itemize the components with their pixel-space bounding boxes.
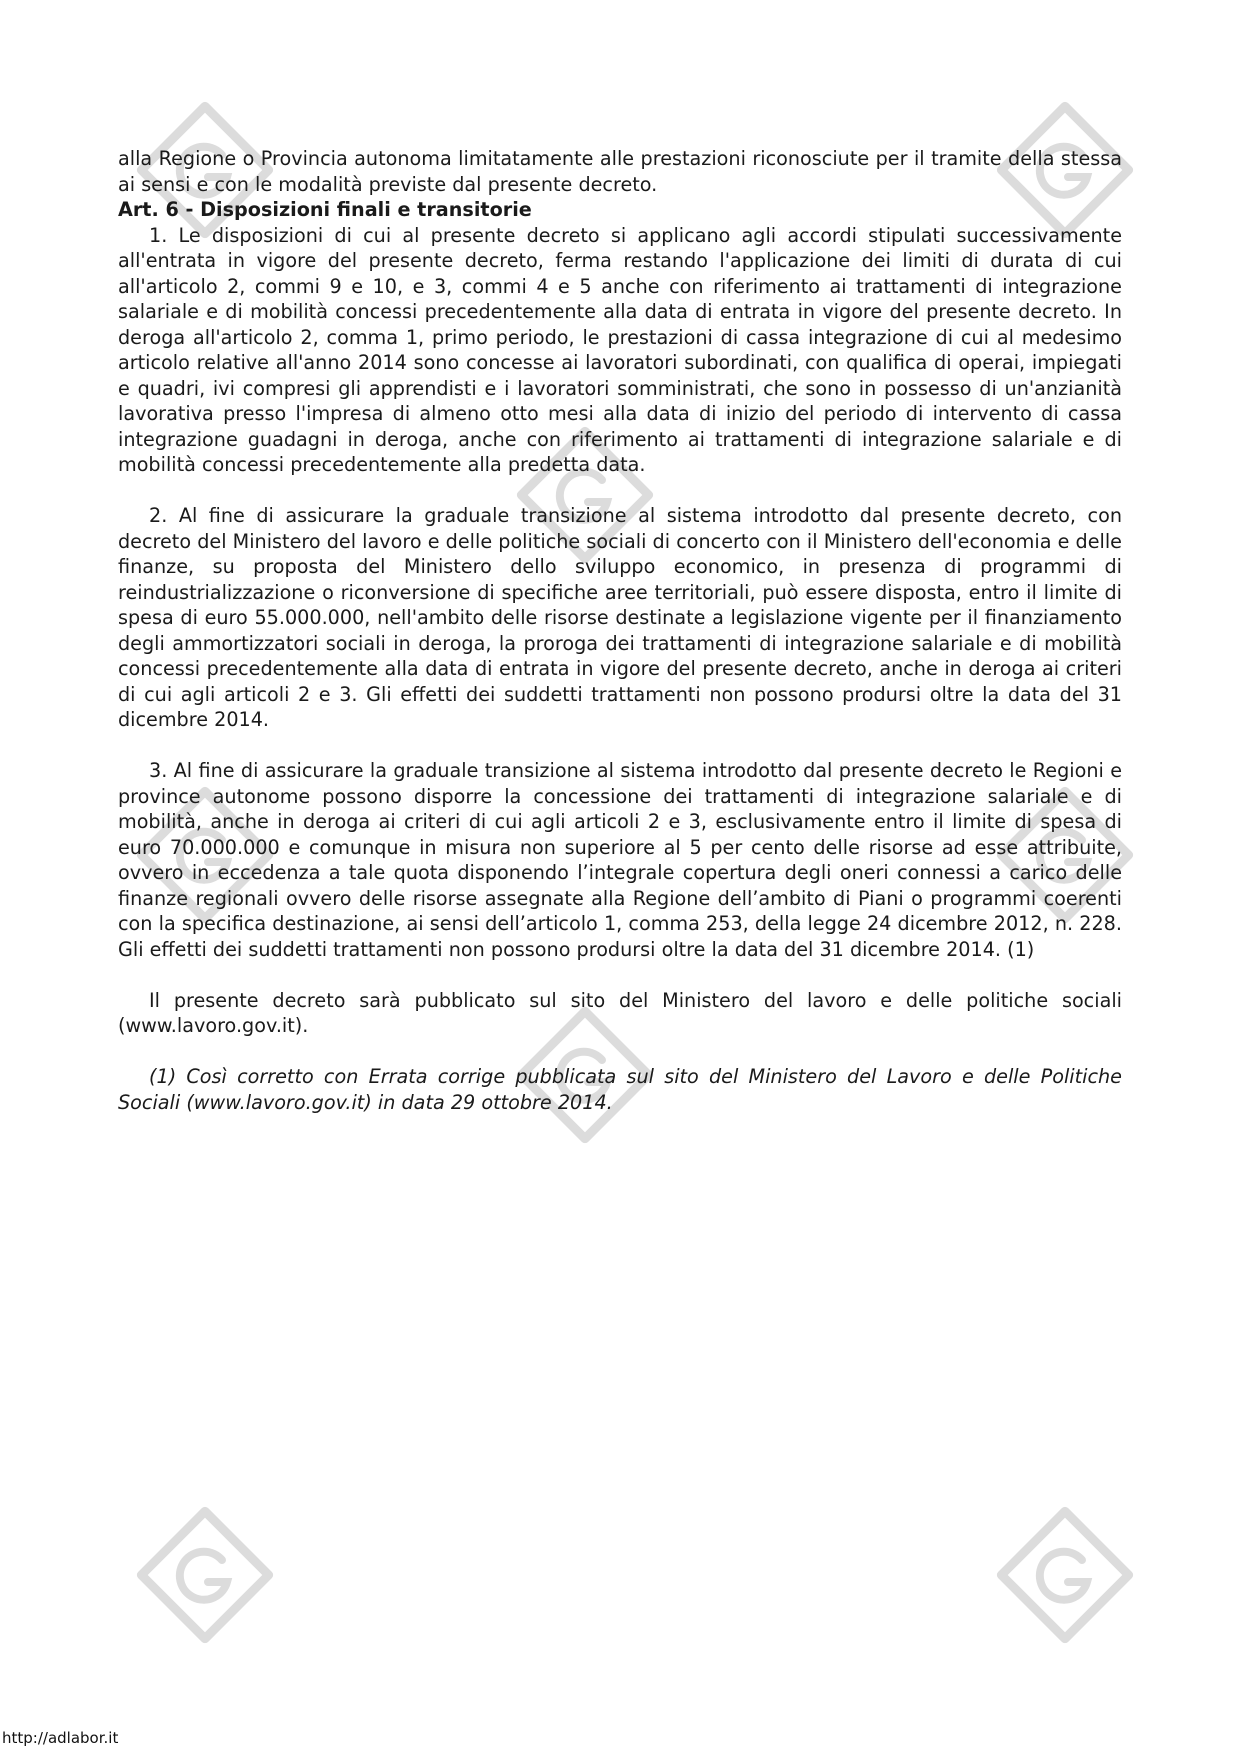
publication-note: Il presente decreto sarà pubblicato sul sito del Ministero del lavoro e delle politiche sociali (www.lavoro.gov.it).: [118, 988, 1122, 1037]
article-heading: Art. 6 - Disposizioni finali e transitorie: [118, 198, 532, 221]
errata-note: (1) Così corretto con Errata corrige pubblicata sul sito del Ministero del Lavoro e delle Politiche Sociali (www.lavoro.gov.it) in data 29 ottobre 2014.: [118, 1065, 1122, 1114]
paragraph-2: 2. Al fine di assicurare la graduale transizione al sistema introdotto dal presente decreto, con decreto del Ministero del lavoro e delle politiche sociali di concerto con il Ministero dell'economia e delle finanze, su proposta del Ministero dello sviluppo economico, in presenza di programmi di reindustrializzazione o riconversione di specifiche aree territoriali, può essere disposta, entro il limite di spesa di euro 55.000.000, nell'ambito delle risorse destinate a legislazione vigente per il finanziamento degli ammortizzatori sociali in deroga, la proroga dei trattamenti di integrazione salariale e di mobilità concessi precedentemente alla data di entrata in vigore del presente decreto, anche in deroga ai criteri di cui agli articoli 2 e 3. Gli effetti dei suddetti trattamenti non possono prodursi oltre la data del 31 dicembre 2014.: [118, 504, 1122, 731]
logo-watermark-icon: [130, 1500, 280, 1650]
paragraph-3: 3. Al fine di assicurare la graduale transizione al sistema introdotto dal presente decreto le Regioni e province autonome possono disporre la concessione dei trattamenti di integrazione salariale e di mobilità, anche in deroga ai criteri di cui agli articoli 2 e 3, esclusivamente entro il limite di spesa di euro 70.000.000 e comunque in misura non superiore al 5 per cento delle risorse ad esse attribuite, ovvero in eccedenza a tale quota disponendo l’integrale copertura degli oneri connessi a carico delle finanze regionali ovvero delle risorse assegnate alla Regione dell’ambito di Piani o programmi coerenti con la specifica destinazione, ai sensi dell’articolo 1, comma 253, della legge 24 dicembre 2012, n. 228. Gli effetti dei suddetti trattamenti non possono prodursi oltre la data del 31 dicembre 2014. (1): [118, 759, 1122, 961]
document-body: [118, 146, 1122, 1115]
paragraph-1: 1. Le disposizioni di cui al presente decreto si applicano agli accordi stipulati successivamente all'entrata in vigore del presente decreto, ferma restando l'applicazione dei limiti di durata di cui all'articolo 2, commi 9 e 10, e 3, commi 4 e 5 anche con riferimento ai trattamenti di integrazione salariale e di mobilità concessi precedentemente alla data di entrata in vigore del presente decreto. In deroga all'articolo 2, comma 1, primo periodo, le prestazioni di cassa integrazione di cui al medesimo articolo relative all'anno 2014 sono concesse ai lavoratori subordinati, con qualifica di operai, impiegati e quadri, ivi compresi gli apprendisti e i lavoratori somministrati, che sono in possesso di un'anzianità lavorativa presso l'impresa di almeno otto mesi alla data di inizio del periodo di intervento di cassa integrazione guadagni in deroga, anche con riferimento ai trattamenti di integrazione salariale e di mobilità concessi precedentemente alla predetta data.: [118, 223, 1122, 476]
footer-url[interactable]: http://adlabor.it: [2, 1729, 119, 1747]
intro-fragment: alla Regione o Provincia autonoma limitatamente alle prestazioni riconosciute per il tramite della stessa ai sensi e con le modalità previste dal presente decreto.: [118, 147, 1122, 196]
logo-watermark-icon: [990, 1500, 1140, 1650]
